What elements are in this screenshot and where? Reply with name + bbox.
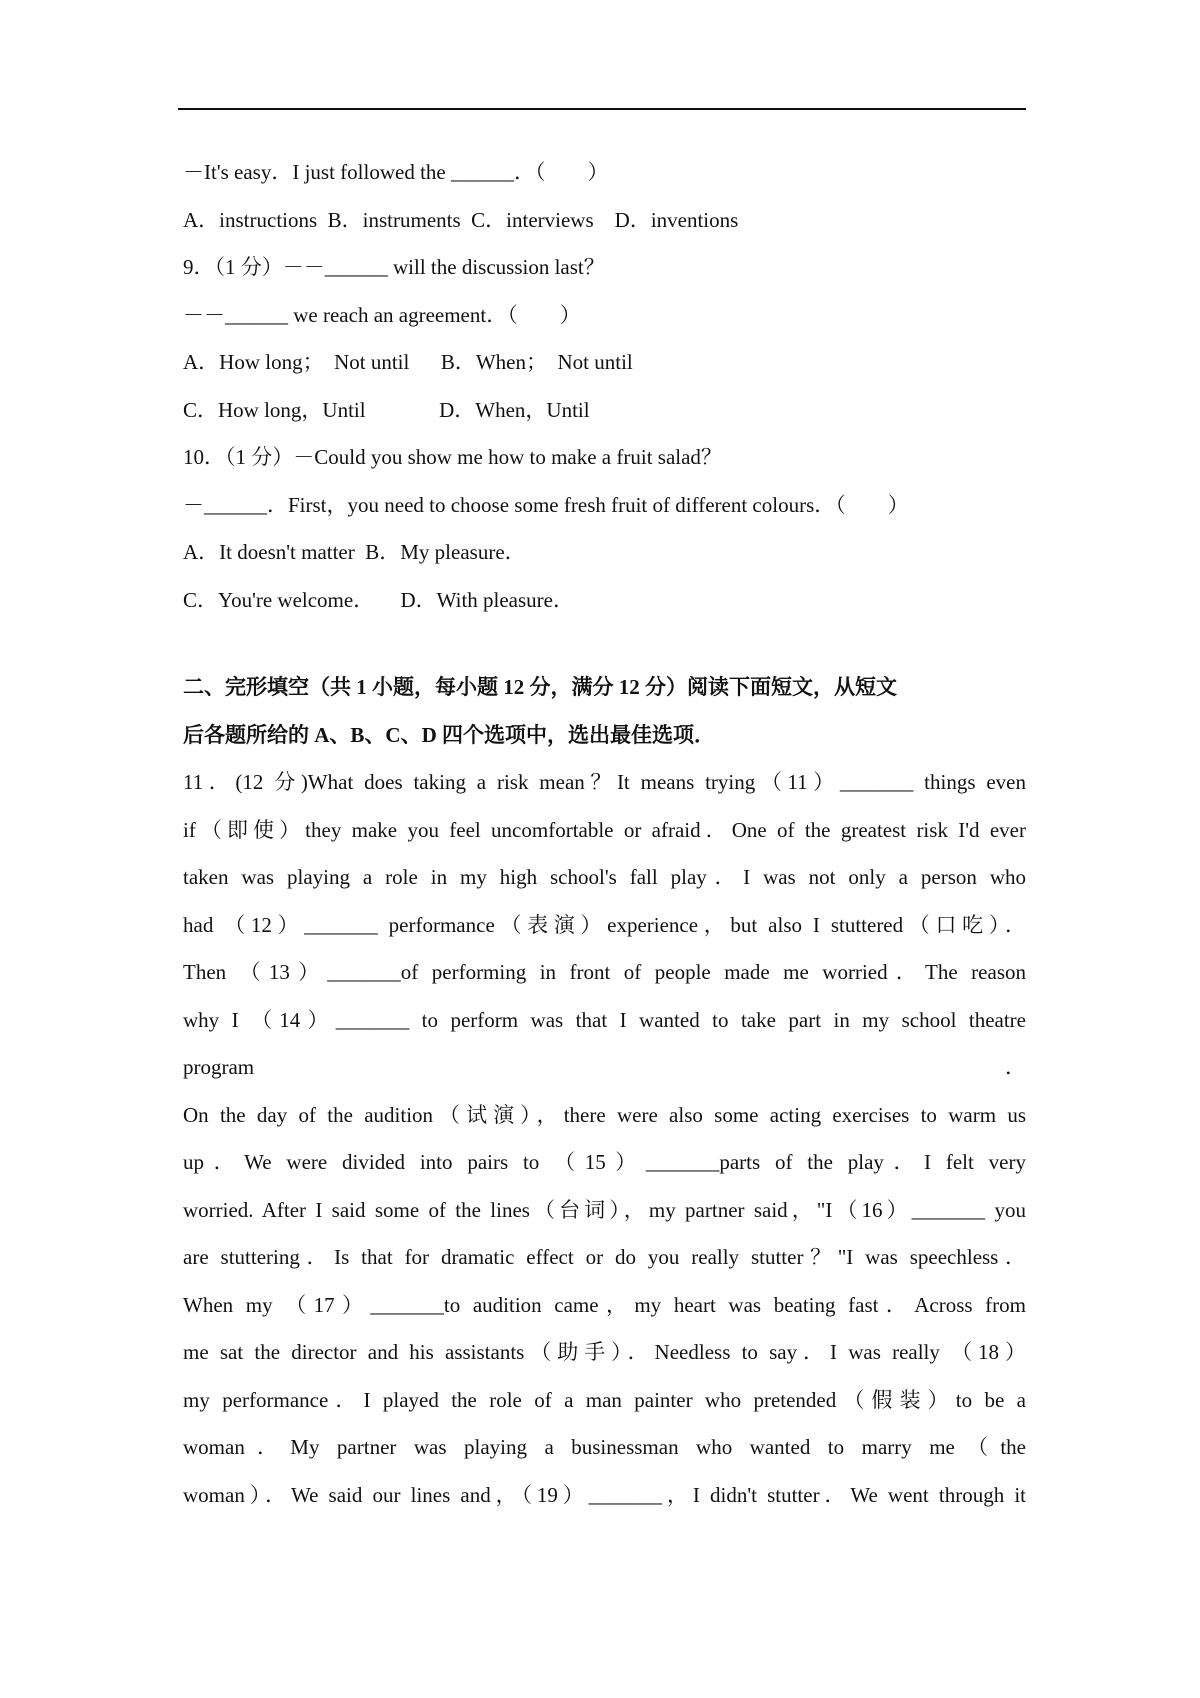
q9-options-row-1: A．How long； Not until B．When； Not until	[183, 350, 633, 374]
q11-line: taken was playing a role in my high school's fall play．I was not only a person who	[183, 865, 1026, 889]
q11-line: woman．My partner was playing a businessman who wanted to marry me（the	[183, 1435, 1026, 1459]
q8-answer-line: －It's easy．I just followed the ______．（ ）	[183, 160, 609, 184]
q9-answer-line: －－______ we reach an agreement．（ ）	[183, 302, 581, 327]
q11-line: program．	[183, 1055, 1026, 1079]
q9-options-row-2: C．How long，Until D．When，Until	[183, 397, 590, 422]
q11-line: why I （14）_______ to perform was that I wanted to take part in my school theatre	[183, 1007, 1026, 1032]
q11-line: On the day of the audition（试演），there were also some acting exercises to warm us	[183, 1102, 1026, 1127]
section2-heading-line-1: 二、完形填空（共 1 小题，每小题 12 分，满分 12 分）阅读下面短文，从短文	[183, 675, 897, 699]
q10-question: 10．（1 分）－Could you show me how to make a fruit salad？	[183, 445, 722, 469]
q10-options-row-2: C．You're welcome． D．With pleasure．	[183, 587, 574, 612]
q11-line: me sat the director and his assistants（助手）．Needless to say．I was really （18）	[183, 1340, 1026, 1364]
q11-line: Then （13）_______of performing in front of people made me worried．The reason	[183, 960, 1026, 984]
section-gap	[183, 625, 1026, 665]
q11-line: 11．(12 分)What does taking a risk mean？It means trying（11）_______ things even	[183, 770, 1026, 794]
q10-answer-line: －______．First，you need to choose some fresh fruit of different colours．（ ）	[183, 492, 909, 517]
q11-line: When my （17）_______to audition came，my heart was beating fast．Across from	[183, 1292, 1026, 1317]
exam-content	[183, 150, 1026, 1520]
section2-heading-line-2: 后各题所给的 A、B、C、D 四个选项中，选出最佳选项．	[183, 722, 716, 747]
q11-line: had （12）_______ performance（表演）experience，but also I stuttered（口吃）．	[183, 912, 1026, 937]
q11-line: are stuttering．Is that for dramatic effect or do you really stutter？"I was speechless．	[183, 1245, 1026, 1269]
header-rule	[178, 108, 1026, 110]
q8-options: A．instructions B．instruments C．interviews D．inventions	[183, 207, 739, 232]
q10-options-row-1: A．It doesn't matter B．My pleasure．	[183, 540, 526, 564]
q11-line: worried. After I said some of the lines（台词），my partner said，"I（16）_______ you	[183, 1197, 1026, 1222]
q11-line: my performance．I played the role of a man painter who pretended（假装）to be a	[183, 1387, 1026, 1412]
q11-line: up．We were divided into pairs to （15）_______parts of the play．I felt very	[183, 1150, 1026, 1174]
q11-line: if（即使）they make you feel uncomfortable or afraid．One of the greatest risk I'd ever	[183, 817, 1026, 842]
q9-question: 9．（1 分）－－______ will the discussion last？	[183, 255, 605, 279]
q11-line: woman）．We said our lines and，（19）_______，I didn't stutter．We went through it	[183, 1482, 1026, 1507]
